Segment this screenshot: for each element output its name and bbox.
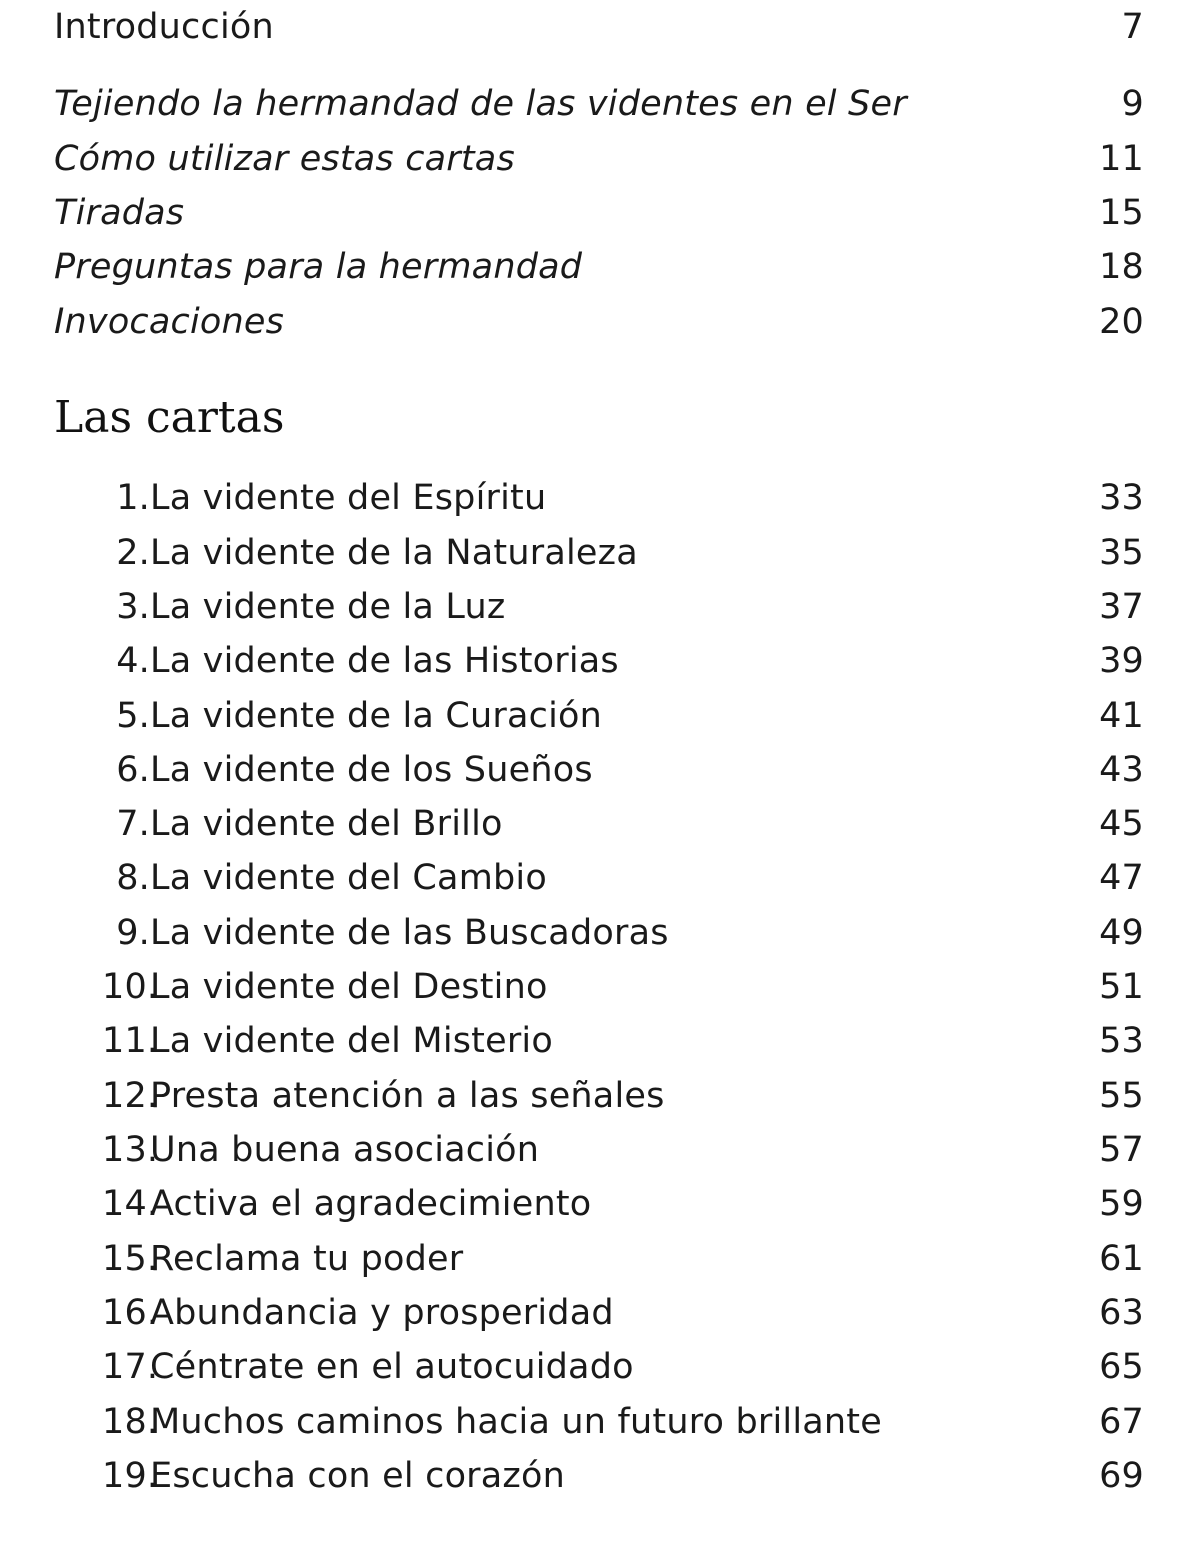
card-entry-13[interactable] <box>54 1123 1144 1177</box>
card-title: Escucha con el corazón <box>150 1456 565 1496</box>
card-page: 41 <box>1099 696 1144 736</box>
card-page: 45 <box>1099 804 1144 844</box>
toc-entry-title: Preguntas para la hermandad <box>54 247 583 287</box>
card-page: 53 <box>1099 1021 1144 1061</box>
card-title: Activa el agradecimiento <box>150 1184 592 1224</box>
card-title: La vidente de la Naturaleza <box>150 533 638 573</box>
card-entry-5[interactable] <box>54 689 1144 743</box>
card-title: La vidente del Misterio <box>150 1021 553 1061</box>
card-title: La vidente del Destino <box>150 967 548 1007</box>
card-entry-2[interactable] <box>54 526 1144 580</box>
card-title: Reclama tu poder <box>150 1239 464 1279</box>
toc-entry-page: 11 <box>1099 139 1144 179</box>
card-title: La vidente de los Sueños <box>150 750 593 790</box>
toc-entry-title: Cómo utilizar estas cartas <box>54 139 515 179</box>
card-page: 47 <box>1099 858 1144 898</box>
card-entry-7[interactable] <box>54 797 1144 851</box>
card-entry-3[interactable] <box>54 580 1144 634</box>
toc-entry-title: Tiradas <box>54 193 185 233</box>
card-entry-18[interactable] <box>54 1395 1144 1449</box>
card-number: 3. <box>116 587 150 627</box>
card-page: 49 <box>1099 913 1144 953</box>
card-entry-19[interactable] <box>54 1449 1144 1503</box>
card-page: 51 <box>1099 967 1144 1007</box>
card-entry-10[interactable] <box>54 960 1144 1014</box>
card-title: Muchos caminos hacia un futuro brillante <box>150 1402 882 1442</box>
card-number: 7. <box>116 804 150 844</box>
toc-entry-title: Invocaciones <box>54 302 285 342</box>
card-number: 10. <box>102 967 159 1007</box>
card-entry-12[interactable] <box>54 1069 1144 1123</box>
card-entry-8[interactable] <box>54 851 1144 905</box>
card-title: La vidente de la Luz <box>150 587 506 627</box>
card-page: 61 <box>1099 1239 1144 1279</box>
card-title: La vidente de las Historias <box>150 641 619 681</box>
card-title: La vidente de las Buscadoras <box>150 913 669 953</box>
card-page: 57 <box>1099 1130 1144 1170</box>
card-page: 59 <box>1099 1184 1144 1224</box>
toc-entry-introduccion[interactable] <box>54 0 1144 54</box>
toc-entry-page: 15 <box>1099 193 1144 233</box>
toc-entry-page: 20 <box>1099 302 1144 342</box>
card-number: 14. <box>102 1184 159 1224</box>
card-title: Una buena asociación <box>150 1130 540 1170</box>
card-page: 67 <box>1099 1402 1144 1442</box>
card-number: 11. <box>102 1021 159 1061</box>
card-title: Presta atención a las señales <box>150 1076 665 1116</box>
card-number: 8. <box>116 858 150 898</box>
card-number: 2. <box>116 533 150 573</box>
toc-entry-page: 7 <box>1121 7 1144 47</box>
toc-entry-preguntas[interactable] <box>54 240 1144 294</box>
card-page: 43 <box>1099 750 1144 790</box>
toc-entry-title: Introducción <box>54 7 274 47</box>
toc-entry-page: 18 <box>1099 247 1144 287</box>
card-title: La vidente del Espíritu <box>150 478 547 518</box>
card-number: 15. <box>102 1239 159 1279</box>
card-entry-16[interactable] <box>54 1286 1144 1340</box>
card-page: 65 <box>1099 1347 1144 1387</box>
card-number: 6. <box>116 750 150 790</box>
card-title: La vidente de la Curación <box>150 696 603 736</box>
card-entry-4[interactable] <box>54 634 1144 688</box>
toc-entry-title: Tejiendo la hermandad de las videntes en el Ser <box>54 84 907 124</box>
card-number: 18. <box>102 1402 159 1442</box>
card-number: 19. <box>102 1456 159 1496</box>
card-title: Céntrate en el autocuidado <box>150 1347 634 1387</box>
card-number: 5. <box>116 696 150 736</box>
toc-entry-page: 9 <box>1121 84 1144 124</box>
toc-entry-tiradas[interactable] <box>54 186 1144 240</box>
card-number: 4. <box>116 641 150 681</box>
toc-entry-como-utilizar[interactable] <box>54 132 1144 186</box>
card-title: La vidente del Brillo <box>150 804 503 844</box>
card-page: 69 <box>1099 1456 1144 1496</box>
card-page: 63 <box>1099 1293 1144 1333</box>
toc-entry-tejiendo[interactable] <box>54 77 1144 131</box>
card-title: La vidente del Cambio <box>150 858 547 898</box>
section-heading: Las cartas <box>54 392 285 443</box>
card-entry-14[interactable] <box>54 1177 1144 1231</box>
card-number: 12. <box>102 1076 159 1116</box>
card-number: 1. <box>116 478 150 518</box>
card-number: 16. <box>102 1293 159 1333</box>
card-entry-6[interactable] <box>54 743 1144 797</box>
card-number: 13. <box>102 1130 159 1170</box>
card-page: 35 <box>1099 533 1144 573</box>
card-entry-15[interactable] <box>54 1232 1144 1286</box>
card-entry-9[interactable] <box>54 906 1144 960</box>
card-number: 17. <box>102 1347 159 1387</box>
card-page: 37 <box>1099 587 1144 627</box>
card-page: 39 <box>1099 641 1144 681</box>
toc-entry-invocaciones[interactable] <box>54 295 1144 349</box>
card-number: 9. <box>116 913 150 953</box>
card-page: 55 <box>1099 1076 1144 1116</box>
card-entry-17[interactable] <box>54 1340 1144 1394</box>
card-page: 33 <box>1099 478 1144 518</box>
card-entry-11[interactable] <box>54 1014 1144 1068</box>
card-title: Abundancia y prosperidad <box>150 1293 614 1333</box>
card-entry-1[interactable] <box>54 471 1144 525</box>
